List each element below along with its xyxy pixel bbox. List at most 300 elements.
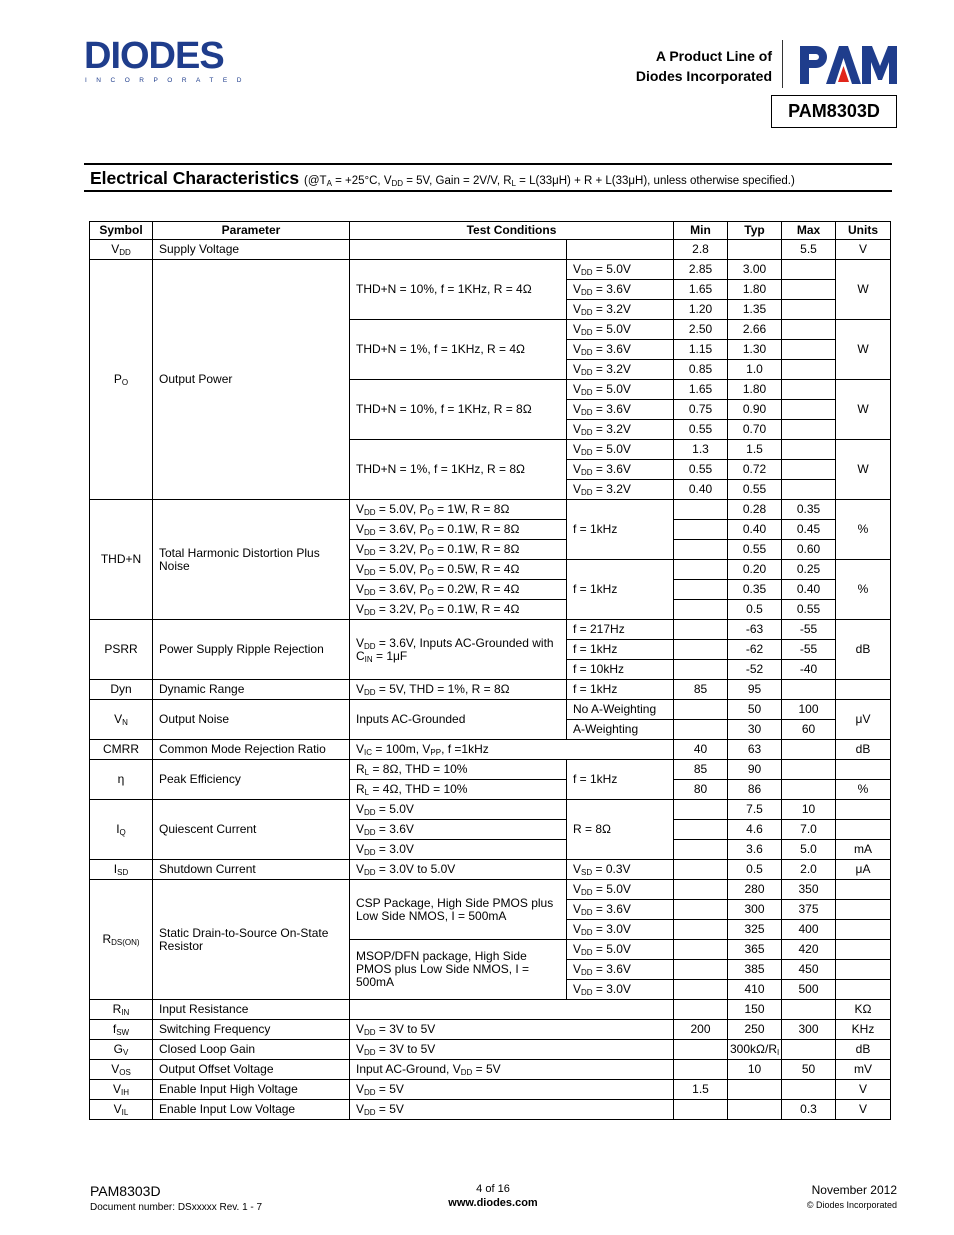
cell-units: W: [836, 380, 891, 440]
cell-typ: 1.30: [728, 340, 782, 360]
cell-max: [782, 460, 836, 480]
cell-units: [836, 760, 891, 780]
table-row: [90, 760, 891, 780]
cell-cond-b: [567, 240, 674, 260]
product-line-1: A Product Line of: [655, 48, 772, 64]
cell-min: [674, 660, 728, 680]
cell-max: [782, 740, 836, 760]
cell-min: [674, 940, 728, 960]
cell-cond-b: f = 1kHz: [567, 760, 674, 800]
cell-units: [836, 980, 891, 1000]
cell-parameter: Enable Input Low Voltage: [153, 1100, 350, 1120]
cell-cond-a: Input AC-Ground, $V_{DD} = 5V$: [350, 1060, 674, 1080]
table-row: [90, 1020, 891, 1040]
table-row: [90, 880, 891, 900]
table-row: [90, 1000, 891, 1020]
footer-document-number: Document number: DSxxxxx Rev. 1 - 7: [90, 1202, 263, 1213]
cell-max: 0.55: [782, 600, 836, 620]
cell-cond-b: $V_{DD} = 3.6V$: [567, 460, 674, 480]
cell-max: [782, 440, 836, 460]
cell-typ: [728, 240, 782, 260]
cell-cond-b: $V_{DD} = 3.2V$: [567, 420, 674, 440]
cell-max: [782, 1080, 836, 1100]
cell-units: %: [836, 500, 891, 560]
cell-units: [836, 800, 891, 820]
cell-cond-a: $V_{DD} = 5.0V$, $P_O = 1W$, R = 8Ω: [350, 500, 567, 520]
cell-cond-a: $V_{DD} = 3.6V$, $P_O = 0.1W$, R = 8Ω: [350, 520, 567, 540]
cell-max: 350: [782, 880, 836, 900]
cell-units: V: [836, 1100, 891, 1120]
cell-units: W: [836, 440, 891, 500]
cell-max: -55: [782, 620, 836, 640]
cell-min: 85: [674, 760, 728, 780]
cell-max: 60: [782, 720, 836, 740]
cell-cond-b: $V_{DD} = 3.0V$: [567, 980, 674, 1000]
cell-min: 2.50: [674, 320, 728, 340]
cell-typ: 1.0: [728, 360, 782, 380]
cell-symbol: $V_N$: [90, 700, 153, 740]
cell-typ: 325: [728, 920, 782, 940]
cell-min: 0.55: [674, 420, 728, 440]
header-typ: Typ: [728, 222, 782, 240]
cell-typ: 0.35: [728, 580, 782, 600]
cell-cond-a: $V_{DD} = 3V$ to 5V: [350, 1040, 674, 1060]
cell-cond-a: $V_{DD} = 3V$ to 5V: [350, 1020, 674, 1040]
cell-min: [674, 580, 728, 600]
cell-cond-a: THD+N = 1%, f = 1KHz, R = 4Ω: [350, 320, 567, 380]
cell-cond-b: $V_{DD} = 3.6V$: [567, 960, 674, 980]
cell-max: 7.0: [782, 820, 836, 840]
cell-max: 0.35: [782, 500, 836, 520]
cell-parameter: Output Offset Voltage: [153, 1060, 350, 1080]
cell-typ: 90: [728, 760, 782, 780]
header-min: Min: [674, 222, 728, 240]
cell-typ: [728, 1100, 782, 1120]
cell-symbol: $R_{DS(ON)}$: [90, 880, 153, 1000]
cell-max: 0.45: [782, 520, 836, 540]
header-parameter: Parameter: [153, 222, 350, 240]
cell-cond-a: $R_L = 4\Omega$, THD = 10%: [350, 780, 567, 800]
cell-max: [782, 280, 836, 300]
cell-cond-b: $V_{SD} = 0.3V$: [567, 860, 674, 880]
cell-max: [782, 1040, 836, 1060]
cell-typ: 385: [728, 960, 782, 980]
table-row: [90, 500, 891, 520]
cell-parameter: Switching Frequency: [153, 1020, 350, 1040]
cell-parameter: Closed Loop Gain: [153, 1040, 350, 1060]
part-number-box: PAM8303D: [771, 95, 897, 128]
cell-symbol: CMRR: [90, 740, 153, 760]
cell-cond-a: $V_{DD} = 3.0V$ to 5.0V: [350, 860, 567, 880]
cell-cond-b: R = 8Ω: [567, 800, 674, 860]
pam-logo-text: PAM: [796, 42, 799, 43]
cell-typ: 10: [728, 1060, 782, 1080]
header-divider: [782, 40, 783, 88]
cell-units: μV: [836, 700, 891, 740]
cell-units: [836, 920, 891, 940]
cell-typ: 1.80: [728, 280, 782, 300]
cell-cond-a: Inputs AC-Grounded: [350, 700, 567, 740]
cell-max: 100: [782, 700, 836, 720]
cell-max: [782, 680, 836, 700]
section-rule-top: [84, 163, 892, 165]
cell-cond-a: $V_{DD} = 3.0V$: [350, 840, 567, 860]
cell-units: KHz: [836, 1020, 891, 1040]
cell-cond-b: $V_{DD} = 3.6V$: [567, 400, 674, 420]
cell-min: 1.65: [674, 380, 728, 400]
cell-min: 80: [674, 780, 728, 800]
cell-units: [836, 900, 891, 920]
cell-cond-a: $V_{DD} = 5.0V$, $P_O = 0.5W$, R = 4Ω: [350, 560, 567, 580]
cell-cond-b: $V_{DD} = 5.0V$: [567, 380, 674, 400]
footer-website-link[interactable]: www.diodes.com: [448, 1197, 538, 1209]
cell-typ: 0.55: [728, 540, 782, 560]
cell-symbol: Dyn: [90, 680, 153, 700]
electrical-characteristics-table: [89, 221, 891, 1120]
cell-parameter: Enable Input High Voltage: [153, 1080, 350, 1100]
cell-cond-b: f = 10kHz: [567, 660, 674, 680]
cell-units: μA: [836, 860, 891, 880]
table-row: [90, 1080, 891, 1100]
cell-typ: 365: [728, 940, 782, 960]
cell-cond-b: $V_{DD} = 5.0V$: [567, 320, 674, 340]
cell-typ: 63: [728, 740, 782, 760]
cell-parameter: Shutdown Current: [153, 860, 350, 880]
table-row: [90, 800, 891, 820]
cell-units: %: [836, 780, 891, 800]
footer-left: [90, 1183, 262, 1213]
diodes-logo-wordmark: DIODES: [84, 38, 224, 77]
cell-cond-a: $V_{DD} = 5.0V$: [350, 800, 567, 820]
cell-min: 2.8: [674, 240, 728, 260]
cell-typ: 86: [728, 780, 782, 800]
cell-cond-b: A-Weighting: [567, 720, 674, 740]
cell-cond-b: f = 1kHz: [567, 560, 674, 620]
section-rule-bottom: [84, 190, 892, 192]
cell-typ: -52: [728, 660, 782, 680]
cell-min: [674, 900, 728, 920]
cell-cond-a: $V_{IC} = 100m$, $V_{PP}$, f =1kHz: [350, 740, 674, 760]
cell-typ: 1.35: [728, 300, 782, 320]
cell-units: V: [836, 240, 891, 260]
cell-units: [836, 680, 891, 700]
cell-min: [674, 1040, 728, 1060]
cell-typ: 1.5: [728, 440, 782, 460]
table-header-row: [90, 222, 891, 240]
cell-typ: 0.40: [728, 520, 782, 540]
product-line-text: [636, 46, 772, 86]
table-row: [90, 1060, 891, 1080]
section-title: Electrical Characteristics: [90, 168, 300, 188]
cell-max: 0.40: [782, 580, 836, 600]
cell-min: 0.55: [674, 460, 728, 480]
cell-min: [674, 1000, 728, 1020]
cell-max: 0.60: [782, 540, 836, 560]
cell-typ: [728, 1080, 782, 1100]
cell-cond-a: $V_{DD} = 3.6V$: [350, 820, 567, 840]
cell-units: dB: [836, 1040, 891, 1060]
footer-copyright: © Diodes Incorporated: [806, 1200, 897, 1210]
cell-min: [674, 700, 728, 720]
cell-max: 50: [782, 1060, 836, 1080]
cell-cond-a: $V_{DD} = 5V$: [350, 1080, 674, 1100]
cell-typ: 0.70: [728, 420, 782, 440]
cell-cond-b: f = 217Hz: [567, 620, 674, 640]
cell-max: [782, 300, 836, 320]
cell-min: [674, 720, 728, 740]
cell-min: [674, 540, 728, 560]
cell-min: 1.15: [674, 340, 728, 360]
cell-min: [674, 520, 728, 540]
cell-cond-a: $V_{DD} = 3.2V$, $P_O = 0.1W$, R = 4Ω: [350, 600, 567, 620]
cell-min: 40: [674, 740, 728, 760]
cell-cond-a: $V_{DD} = 3.6V$, $P_O = 0.2W$, R = 4Ω: [350, 580, 567, 600]
cell-min: [674, 920, 728, 940]
cell-min: 1.20: [674, 300, 728, 320]
cell-typ: 150: [728, 1000, 782, 1020]
cell-parameter: Output Noise: [153, 700, 350, 740]
cell-min: 0.75: [674, 400, 728, 420]
section-conditions: ($@T_A = +25^\circ C$, $V_{DD} = 5V$, Gain = 2V/V, $R_L = L(33\mu H) + R + L(33\mu H)$, unless otherwise specified.): [304, 175, 795, 188]
cell-cond-a: CSP Package, High Side PMOS plus Low Side NMOS, I = 500mA: [350, 880, 567, 940]
cell-min: 1.3: [674, 440, 728, 460]
cell-max: 450: [782, 960, 836, 980]
cell-units: [836, 960, 891, 980]
cell-max: [782, 380, 836, 400]
cell-max: [782, 260, 836, 280]
cell-cond-a: $R_L = 8\Omega$, THD = 10%: [350, 760, 567, 780]
footer-page-number: 4 of 16: [476, 1183, 510, 1195]
cell-min: 200: [674, 1020, 728, 1040]
cell-units: [836, 820, 891, 840]
cell-typ: 3.6: [728, 840, 782, 860]
table-row: [90, 700, 891, 720]
cell-parameter: Power Supply Ripple Rejection: [153, 620, 350, 680]
cell-min: [674, 560, 728, 580]
cell-cond-b: f = 1kHz: [567, 500, 674, 560]
cell-parameter: Peak Efficiency: [153, 760, 350, 800]
table-row: [90, 860, 891, 880]
cell-max: 420: [782, 940, 836, 960]
table-row: [90, 620, 891, 640]
cell-max: 2.0: [782, 860, 836, 880]
cell-typ: 0.28: [728, 500, 782, 520]
cell-symbol: $f_{SW}$: [90, 1020, 153, 1040]
cell-parameter: Supply Voltage: [153, 240, 350, 260]
cell-max: 500: [782, 980, 836, 1000]
pam-logo: [796, 42, 898, 86]
cell-cond-b: $V_{DD} = 5.0V$: [567, 440, 674, 460]
cell-symbol: $I_{SD}$: [90, 860, 153, 880]
cell-max: [782, 480, 836, 500]
cell-symbol: $V_{OS}$: [90, 1060, 153, 1080]
cell-min: [674, 500, 728, 520]
cell-max: 10: [782, 800, 836, 820]
cell-parameter: Total Harmonic Distortion Plus Noise: [153, 500, 350, 620]
cell-max: 5.0: [782, 840, 836, 860]
cell-typ: 0.20: [728, 560, 782, 580]
diodes-logo-subtitle: INCORPORATED: [85, 77, 251, 84]
cell-typ: 0.55: [728, 480, 782, 500]
cell-typ: 0.90: [728, 400, 782, 420]
cell-min: [674, 620, 728, 640]
cell-parameter: Static Drain-to-Source On-State Resistor: [153, 880, 350, 1000]
cell-parameter: Quiescent Current: [153, 800, 350, 860]
cell-min: 2.85: [674, 260, 728, 280]
cell-typ: 50: [728, 700, 782, 720]
cell-units: W: [836, 260, 891, 320]
cell-symbol: $V_{IL}$: [90, 1100, 153, 1120]
cell-typ: 300: [728, 900, 782, 920]
cell-min: [674, 820, 728, 840]
cell-cond-a: $V_{DD} = 5V$, THD = 1%, R = 8Ω: [350, 680, 567, 700]
cell-min: [674, 600, 728, 620]
cell-min: [674, 640, 728, 660]
cell-cond-b: f = 1kHz: [567, 640, 674, 660]
cell-parameter: Common Mode Rejection Ratio: [153, 740, 350, 760]
cell-units: dB: [836, 740, 891, 760]
cell-symbol: $R_{IN}$: [90, 1000, 153, 1020]
cell-cond-b: $V_{DD} = 3.2V$: [567, 360, 674, 380]
cell-cond-b: No A-Weighting: [567, 700, 674, 720]
diodes-logo: [84, 38, 254, 86]
cell-symbol: PSRR: [90, 620, 153, 680]
cell-cond-a: $V_{DD} = 5V$: [350, 1100, 674, 1120]
footer-part-number: PAM8303D: [90, 1183, 161, 1199]
cell-max: [782, 780, 836, 800]
cell-max: [782, 360, 836, 380]
cell-typ: -62: [728, 640, 782, 660]
cell-min: 0.85: [674, 360, 728, 380]
table-row: [90, 680, 891, 700]
cell-min: [674, 960, 728, 980]
table-row: [90, 1100, 891, 1120]
cell-symbol: η: [90, 760, 153, 800]
cell-min: [674, 800, 728, 820]
cell-min: 0.40: [674, 480, 728, 500]
cell-max: 300: [782, 1020, 836, 1040]
cell-typ: $300k\Omega/R_I$: [728, 1040, 782, 1060]
cell-cond-b: $V_{DD} = 3.2V$: [567, 300, 674, 320]
cell-cond-a: $V_{DD} = 3.2V$, $P_O = 0.1W$, R = 8Ω: [350, 540, 567, 560]
cell-max: 0.25: [782, 560, 836, 580]
cell-cond-b: $V_{DD} = 3.0V$: [567, 920, 674, 940]
cell-typ: -63: [728, 620, 782, 640]
cell-units: dB: [836, 620, 891, 680]
cell-cond-a: THD+N = 10%, f = 1KHz, R = 4Ω: [350, 260, 567, 320]
cell-cond-b: $V_{DD} = 3.6V$: [567, 340, 674, 360]
product-line-2: Diodes Incorporated: [635, 68, 772, 84]
header-symbol: Symbol: [90, 222, 153, 240]
cell-cond-b: $V_{DD} = 5.0V$: [567, 260, 674, 280]
footer-center: [393, 1183, 593, 1209]
cell-max: 375: [782, 900, 836, 920]
cell-min: [674, 1060, 728, 1080]
cell-cond-a: $V_{DD} = 3.6V$, Inputs AC-Grounded with $C_{IN} = 1\mu F$: [350, 620, 567, 680]
footer-date: November 2012: [811, 1183, 897, 1197]
cell-symbol: $P_O$: [90, 260, 153, 500]
cell-parameter: Input Resistance: [153, 1000, 350, 1020]
table-row: [90, 1040, 891, 1060]
cell-cond-b: $V_{DD} = 3.6V$: [567, 900, 674, 920]
cell-max: [782, 320, 836, 340]
cell-typ: 0.5: [728, 600, 782, 620]
cell-parameter: Output Power: [153, 260, 350, 500]
cell-min: [674, 860, 728, 880]
cell-typ: 250: [728, 1020, 782, 1040]
cell-cond-b: $V_{DD} = 3.6V$: [567, 280, 674, 300]
cell-max: [782, 340, 836, 360]
cell-typ: 95: [728, 680, 782, 700]
cell-typ: 0.72: [728, 460, 782, 480]
table-row: [90, 260, 891, 280]
cell-cond-a: [350, 1000, 674, 1020]
cell-max: 400: [782, 920, 836, 940]
cell-units: V: [836, 1080, 891, 1100]
cell-cond-b: $V_{DD} = 5.0V$: [567, 940, 674, 960]
cell-min: [674, 840, 728, 860]
cell-parameter: Dynamic Range: [153, 680, 350, 700]
cell-min: 85: [674, 680, 728, 700]
cell-units: mV: [836, 1060, 891, 1080]
table-row: [90, 740, 891, 760]
cell-cond-b: $V_{DD} = 3.2V$: [567, 480, 674, 500]
cell-units: [836, 880, 891, 900]
cell-cond-a: THD+N = 10%, f = 1KHz, R = 8Ω: [350, 380, 567, 440]
cell-min: [674, 880, 728, 900]
cell-min: 1.65: [674, 280, 728, 300]
cell-typ: 4.6: [728, 820, 782, 840]
cell-units: KΩ: [836, 1000, 891, 1020]
cell-symbol: THD+N: [90, 500, 153, 620]
cell-units: [836, 940, 891, 960]
cell-typ: 7.5: [728, 800, 782, 820]
cell-typ: 1.80: [728, 380, 782, 400]
header-test-conditions: Test Conditions: [350, 222, 674, 240]
cell-typ: 0.5: [728, 860, 782, 880]
cell-max: [782, 420, 836, 440]
cell-min: 1.5: [674, 1080, 728, 1100]
cell-units: mA: [836, 840, 891, 860]
cell-cond-a: MSOP/DFN package, High Side PMOS plus Low Side NMOS, I = 500mA: [350, 940, 567, 1000]
cell-max: -55: [782, 640, 836, 660]
cell-max: 5.5: [782, 240, 836, 260]
cell-units: W: [836, 320, 891, 380]
cell-max: 0.3: [782, 1100, 836, 1120]
cell-max: [782, 400, 836, 420]
cell-cond-a: [350, 240, 567, 260]
cell-cond-b: f = 1kHz: [567, 680, 674, 700]
footer-right: [807, 1183, 897, 1210]
section-heading: [90, 168, 795, 189]
cell-symbol: $V_{DD}$: [90, 240, 153, 260]
cell-min: [674, 1100, 728, 1120]
cell-max: [782, 760, 836, 780]
cell-symbol: $G_V$: [90, 1040, 153, 1060]
cell-typ: 3.00: [728, 260, 782, 280]
cell-max: -40: [782, 660, 836, 680]
cell-min: [674, 980, 728, 1000]
cell-symbol: $I_Q$: [90, 800, 153, 860]
cell-typ: 30: [728, 720, 782, 740]
cell-typ: 280: [728, 880, 782, 900]
cell-typ: 2.66: [728, 320, 782, 340]
cell-max: [782, 1000, 836, 1020]
header-max: Max: [782, 222, 836, 240]
header-units: Units: [836, 222, 891, 240]
cell-symbol: $V_{IH}$: [90, 1080, 153, 1100]
cell-cond-b: $V_{DD} = 5.0V$: [567, 880, 674, 900]
